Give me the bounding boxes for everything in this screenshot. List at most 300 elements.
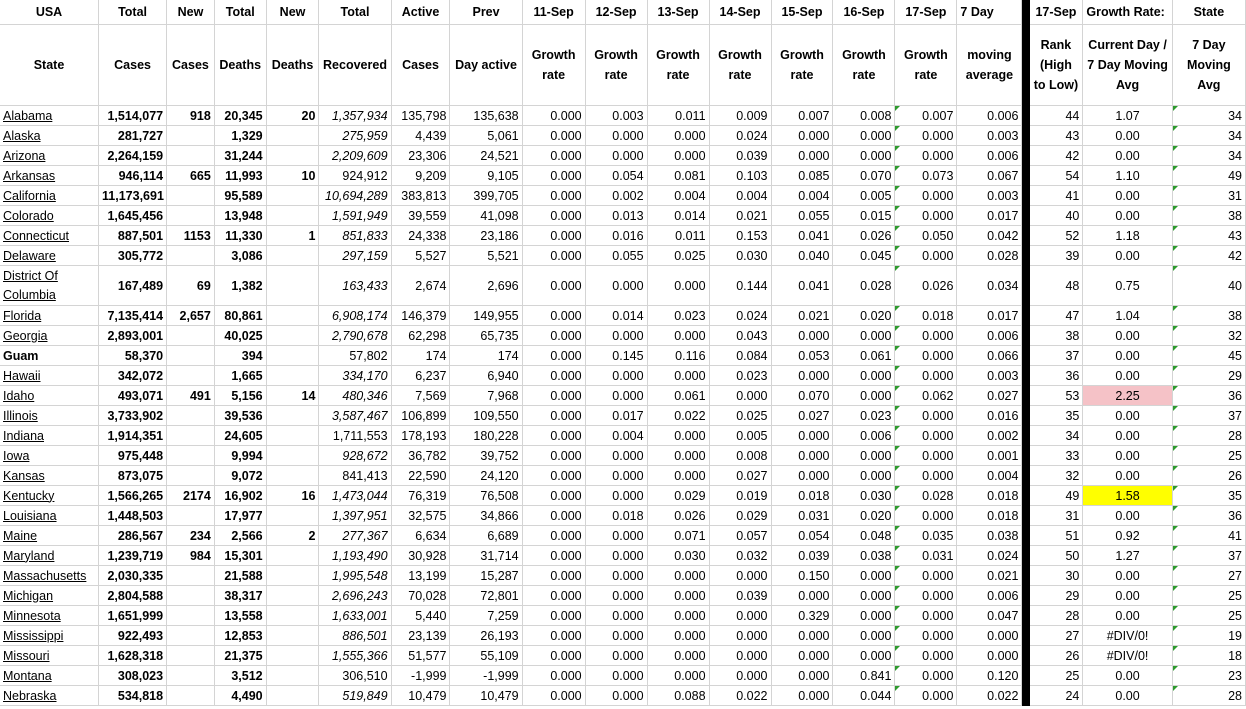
growth-rate-cell[interactable]: 0.011 <box>647 226 709 246</box>
growth-rate-cell[interactable]: 0.000 <box>522 426 585 446</box>
growth-rate-cell[interactable]: 0.026 <box>647 506 709 526</box>
growth-rate-cell[interactable]: 0.000 <box>647 266 709 306</box>
new-cases-cell[interactable] <box>167 326 215 346</box>
cases-cell[interactable]: 1,628,318 <box>99 646 167 666</box>
growth-rate-cell[interactable]: 0.000 <box>522 626 585 646</box>
growth-rate-cell[interactable]: 0.000 <box>522 266 585 306</box>
state-moving-avg-cell[interactable]: 35 <box>1172 486 1245 506</box>
growth-rate-cell[interactable]: 0.045 <box>833 246 895 266</box>
header-cell[interactable]: 17-Sep <box>1029 0 1083 25</box>
growth-rate-cell[interactable]: 0.054 <box>585 166 647 186</box>
cases-cell[interactable]: 873,075 <box>99 466 167 486</box>
growth-rate-cell[interactable]: 0.015 <box>833 206 895 226</box>
growth-rate-cell[interactable]: 0.000 <box>522 386 585 406</box>
ratio-cell[interactable]: 0.00 <box>1083 326 1172 346</box>
moving-average-cell[interactable]: 0.004 <box>957 466 1022 486</box>
growth-rate-cell[interactable]: 0.000 <box>895 426 957 446</box>
new-deaths-cell[interactable]: 20 <box>266 106 319 126</box>
growth-rate-cell[interactable]: 0.061 <box>647 386 709 406</box>
growth-rate-cell[interactable]: 0.050 <box>895 226 957 246</box>
growth-rate-cell[interactable]: 0.038 <box>833 546 895 566</box>
growth-rate-cell[interactable]: 0.018 <box>771 486 833 506</box>
new-cases-cell[interactable] <box>167 606 215 626</box>
growth-rate-cell[interactable]: 0.000 <box>522 226 585 246</box>
growth-rate-cell[interactable]: 0.000 <box>585 586 647 606</box>
growth-rate-cell[interactable]: 0.103 <box>709 166 771 186</box>
growth-rate-cell[interactable]: 0.000 <box>522 306 585 326</box>
growth-rate-cell[interactable]: 0.000 <box>895 606 957 626</box>
ratio-cell[interactable]: 1.58 <box>1083 486 1172 506</box>
new-deaths-cell[interactable] <box>266 306 319 326</box>
growth-rate-cell[interactable]: 0.000 <box>895 566 957 586</box>
new-cases-cell[interactable] <box>167 666 215 686</box>
growth-rate-cell[interactable]: 0.030 <box>709 246 771 266</box>
growth-rate-cell[interactable]: 0.048 <box>833 526 895 546</box>
moving-average-cell[interactable]: 0.034 <box>957 266 1022 306</box>
growth-rate-cell[interactable]: 0.053 <box>771 346 833 366</box>
moving-average-cell[interactable]: 0.016 <box>957 406 1022 426</box>
ratio-cell[interactable]: 0.00 <box>1083 566 1172 586</box>
new-deaths-cell[interactable] <box>266 686 319 706</box>
growth-rate-cell[interactable]: 0.000 <box>647 606 709 626</box>
growth-rate-cell[interactable]: 0.000 <box>647 466 709 486</box>
growth-rate-cell[interactable]: 0.000 <box>895 326 957 346</box>
moving-average-cell[interactable]: 0.018 <box>957 506 1022 526</box>
ratio-cell[interactable]: 0.00 <box>1083 606 1172 626</box>
header-cell[interactable]: Growth rate <box>771 25 833 106</box>
new-deaths-cell[interactable]: 16 <box>266 486 319 506</box>
state-cell[interactable]: Connecticut <box>0 226 99 246</box>
state-cell[interactable]: Arizona <box>0 146 99 166</box>
recovered-cell[interactable]: 924,912 <box>319 166 391 186</box>
growth-rate-cell[interactable]: 0.000 <box>585 566 647 586</box>
growth-rate-cell[interactable]: 0.000 <box>895 126 957 146</box>
deaths-cell[interactable]: 1,382 <box>214 266 266 306</box>
cases-cell[interactable]: 946,114 <box>99 166 167 186</box>
rank-cell[interactable]: 41 <box>1029 186 1083 206</box>
header-cell[interactable]: Rank (High to Low) <box>1029 25 1083 106</box>
growth-rate-cell[interactable]: 0.000 <box>647 586 709 606</box>
ratio-cell[interactable]: 0.00 <box>1083 686 1172 706</box>
moving-average-cell[interactable]: 0.003 <box>957 126 1022 146</box>
prev-day-active-cell[interactable]: 24,521 <box>450 146 522 166</box>
growth-rate-cell[interactable]: 0.000 <box>771 426 833 446</box>
state-moving-avg-cell[interactable]: 25 <box>1172 606 1245 626</box>
new-cases-cell[interactable]: 69 <box>167 266 215 306</box>
state-cell[interactable]: District Of Columbia <box>0 266 99 306</box>
growth-rate-cell[interactable]: 0.000 <box>647 626 709 646</box>
growth-rate-cell[interactable]: 0.021 <box>709 206 771 226</box>
header-cell[interactable]: Growth rate <box>833 25 895 106</box>
growth-rate-cell[interactable]: 0.000 <box>522 506 585 526</box>
cases-cell[interactable]: 286,567 <box>99 526 167 546</box>
growth-rate-cell[interactable]: 0.085 <box>771 166 833 186</box>
growth-rate-cell[interactable]: 0.000 <box>522 446 585 466</box>
state-moving-avg-cell[interactable]: 19 <box>1172 626 1245 646</box>
ratio-cell[interactable]: 0.92 <box>1083 526 1172 546</box>
growth-rate-cell[interactable]: 0.016 <box>585 226 647 246</box>
active-cell[interactable]: 23,139 <box>391 626 450 646</box>
state-cell[interactable]: Minnesota <box>0 606 99 626</box>
rank-cell[interactable]: 54 <box>1029 166 1083 186</box>
deaths-cell[interactable]: 13,948 <box>214 206 266 226</box>
state-moving-avg-cell[interactable]: 28 <box>1172 686 1245 706</box>
active-cell[interactable]: 30,928 <box>391 546 450 566</box>
growth-rate-cell[interactable]: 0.084 <box>709 346 771 366</box>
state-moving-avg-cell[interactable]: 34 <box>1172 106 1245 126</box>
new-cases-cell[interactable] <box>167 646 215 666</box>
growth-rate-cell[interactable]: 0.000 <box>709 646 771 666</box>
recovered-cell[interactable]: 928,672 <box>319 446 391 466</box>
new-deaths-cell[interactable] <box>266 186 319 206</box>
header-cell[interactable]: Cases <box>99 25 167 106</box>
active-cell[interactable]: 51,577 <box>391 646 450 666</box>
growth-rate-cell[interactable]: 0.000 <box>895 626 957 646</box>
state-cell[interactable]: Michigan <box>0 586 99 606</box>
ratio-cell[interactable]: 0.00 <box>1083 666 1172 686</box>
growth-rate-cell[interactable]: 0.000 <box>522 186 585 206</box>
state-moving-avg-cell[interactable]: 23 <box>1172 666 1245 686</box>
new-deaths-cell[interactable] <box>266 326 319 346</box>
growth-rate-cell[interactable]: 0.013 <box>585 206 647 226</box>
growth-rate-cell[interactable]: 0.000 <box>522 546 585 566</box>
state-cell[interactable]: Louisiana <box>0 506 99 526</box>
cases-cell[interactable]: 1,514,077 <box>99 106 167 126</box>
cases-cell[interactable]: 975,448 <box>99 446 167 466</box>
growth-rate-cell[interactable]: 0.000 <box>771 366 833 386</box>
active-cell[interactable]: 62,298 <box>391 326 450 346</box>
active-cell[interactable]: 2,674 <box>391 266 450 306</box>
growth-rate-cell[interactable]: 0.000 <box>585 146 647 166</box>
rank-cell[interactable]: 28 <box>1029 606 1083 626</box>
state-cell[interactable]: Georgia <box>0 326 99 346</box>
growth-rate-cell[interactable]: 0.023 <box>647 306 709 326</box>
growth-rate-cell[interactable]: 0.000 <box>585 686 647 706</box>
ratio-cell[interactable]: 0.00 <box>1083 206 1172 226</box>
active-cell[interactable]: 7,569 <box>391 386 450 406</box>
growth-rate-cell[interactable]: 0.000 <box>522 486 585 506</box>
growth-rate-cell[interactable]: 0.000 <box>833 326 895 346</box>
moving-average-cell[interactable]: 0.066 <box>957 346 1022 366</box>
growth-rate-cell[interactable]: 0.007 <box>895 106 957 126</box>
growth-rate-cell[interactable]: 0.029 <box>647 486 709 506</box>
state-cell[interactable]: Alaska <box>0 126 99 146</box>
active-cell[interactable]: 5,440 <box>391 606 450 626</box>
growth-rate-cell[interactable]: 0.039 <box>709 146 771 166</box>
deaths-cell[interactable]: 31,244 <box>214 146 266 166</box>
active-cell[interactable]: 23,306 <box>391 146 450 166</box>
growth-rate-cell[interactable]: 0.000 <box>522 686 585 706</box>
growth-rate-cell[interactable]: 0.000 <box>771 466 833 486</box>
growth-rate-cell[interactable]: 0.008 <box>833 106 895 126</box>
cases-cell[interactable]: 342,072 <box>99 366 167 386</box>
growth-rate-cell[interactable]: 0.000 <box>585 646 647 666</box>
new-deaths-cell[interactable] <box>266 346 319 366</box>
prev-day-active-cell[interactable]: 39,752 <box>450 446 522 466</box>
recovered-cell[interactable]: 3,587,467 <box>319 406 391 426</box>
state-moving-avg-cell[interactable]: 49 <box>1172 166 1245 186</box>
growth-rate-cell[interactable]: 0.000 <box>895 366 957 386</box>
moving-average-cell[interactable]: 0.003 <box>957 186 1022 206</box>
state-moving-avg-cell[interactable]: 37 <box>1172 406 1245 426</box>
new-cases-cell[interactable] <box>167 426 215 446</box>
prev-day-active-cell[interactable]: 9,105 <box>450 166 522 186</box>
new-deaths-cell[interactable] <box>266 546 319 566</box>
growth-rate-cell[interactable]: 0.071 <box>647 526 709 546</box>
growth-rate-cell[interactable]: 0.002 <box>585 186 647 206</box>
growth-rate-cell[interactable]: 0.000 <box>647 126 709 146</box>
cases-cell[interactable]: 167,489 <box>99 266 167 306</box>
new-deaths-cell[interactable] <box>266 626 319 646</box>
moving-average-cell[interactable]: 0.002 <box>957 426 1022 446</box>
header-cell[interactable]: Cases <box>391 25 450 106</box>
growth-rate-cell[interactable]: 0.000 <box>895 186 957 206</box>
new-cases-cell[interactable] <box>167 346 215 366</box>
state-cell[interactable]: California <box>0 186 99 206</box>
ratio-cell[interactable]: 0.00 <box>1083 186 1172 206</box>
rank-cell[interactable]: 38 <box>1029 326 1083 346</box>
growth-rate-cell[interactable]: 0.000 <box>833 626 895 646</box>
state-moving-avg-cell[interactable]: 40 <box>1172 266 1245 306</box>
rank-cell[interactable]: 48 <box>1029 266 1083 306</box>
growth-rate-cell[interactable]: 0.027 <box>709 466 771 486</box>
new-cases-cell[interactable]: 1153 <box>167 226 215 246</box>
ratio-cell[interactable]: 1.18 <box>1083 226 1172 246</box>
deaths-cell[interactable]: 40,025 <box>214 326 266 346</box>
recovered-cell[interactable]: 1,633,001 <box>319 606 391 626</box>
ratio-cell[interactable]: 0.00 <box>1083 346 1172 366</box>
recovered-cell[interactable]: 2,790,678 <box>319 326 391 346</box>
recovered-cell[interactable]: 163,433 <box>319 266 391 306</box>
active-cell[interactable]: 106,899 <box>391 406 450 426</box>
header-cell[interactable]: 12-Sep <box>585 0 647 25</box>
state-moving-avg-cell[interactable]: 25 <box>1172 586 1245 606</box>
rank-cell[interactable]: 33 <box>1029 446 1083 466</box>
header-cell[interactable]: Day active <box>450 25 522 106</box>
cases-cell[interactable]: 11,173,691 <box>99 186 167 206</box>
growth-rate-cell[interactable]: 0.000 <box>709 566 771 586</box>
ratio-cell[interactable]: 0.00 <box>1083 126 1172 146</box>
header-cell[interactable]: 13-Sep <box>647 0 709 25</box>
prev-day-active-cell[interactable]: 174 <box>450 346 522 366</box>
state-cell[interactable]: Idaho <box>0 386 99 406</box>
deaths-cell[interactable]: 394 <box>214 346 266 366</box>
growth-rate-cell[interactable]: 0.061 <box>833 346 895 366</box>
new-deaths-cell[interactable] <box>266 206 319 226</box>
moving-average-cell[interactable]: 0.021 <box>957 566 1022 586</box>
header-cell[interactable]: 7 Day Moving Avg <box>1172 25 1245 106</box>
new-deaths-cell[interactable]: 1 <box>266 226 319 246</box>
growth-rate-cell[interactable]: 0.027 <box>771 406 833 426</box>
deaths-cell[interactable]: 1,665 <box>214 366 266 386</box>
moving-average-cell[interactable]: 0.003 <box>957 366 1022 386</box>
state-cell[interactable]: Delaware <box>0 246 99 266</box>
growth-rate-cell[interactable]: 0.000 <box>833 646 895 666</box>
rank-cell[interactable]: 30 <box>1029 566 1083 586</box>
growth-rate-cell[interactable]: 0.003 <box>585 106 647 126</box>
new-cases-cell[interactable] <box>167 566 215 586</box>
state-cell[interactable]: Nebraska <box>0 686 99 706</box>
growth-rate-cell[interactable]: 0.000 <box>771 666 833 686</box>
new-cases-cell[interactable]: 491 <box>167 386 215 406</box>
growth-rate-cell[interactable]: 0.000 <box>771 646 833 666</box>
growth-rate-cell[interactable]: 0.021 <box>771 306 833 326</box>
growth-rate-cell[interactable]: 0.000 <box>585 606 647 626</box>
prev-day-active-cell[interactable]: 180,228 <box>450 426 522 446</box>
header-cell[interactable]: 14-Sep <box>709 0 771 25</box>
prev-day-active-cell[interactable]: 76,508 <box>450 486 522 506</box>
growth-rate-cell[interactable]: 0.000 <box>647 646 709 666</box>
ratio-cell[interactable]: 0.00 <box>1083 466 1172 486</box>
growth-rate-cell[interactable]: 0.000 <box>895 466 957 486</box>
new-deaths-cell[interactable] <box>266 446 319 466</box>
cases-cell[interactable]: 1,645,456 <box>99 206 167 226</box>
growth-rate-cell[interactable]: 0.004 <box>647 186 709 206</box>
deaths-cell[interactable]: 38,317 <box>214 586 266 606</box>
moving-average-cell[interactable]: 0.000 <box>957 646 1022 666</box>
rank-cell[interactable]: 44 <box>1029 106 1083 126</box>
growth-rate-cell[interactable]: 0.025 <box>709 406 771 426</box>
growth-rate-cell[interactable]: 0.000 <box>771 626 833 646</box>
growth-rate-cell[interactable]: 0.000 <box>833 586 895 606</box>
prev-day-active-cell[interactable]: 2,696 <box>450 266 522 306</box>
new-cases-cell[interactable] <box>167 146 215 166</box>
growth-rate-cell[interactable]: 0.000 <box>771 126 833 146</box>
moving-average-cell[interactable]: 0.006 <box>957 586 1022 606</box>
header-cell[interactable]: State <box>1172 0 1245 25</box>
active-cell[interactable]: 32,575 <box>391 506 450 526</box>
recovered-cell[interactable]: 306,510 <box>319 666 391 686</box>
state-moving-avg-cell[interactable]: 45 <box>1172 346 1245 366</box>
header-cell[interactable]: Total <box>214 0 266 25</box>
deaths-cell[interactable]: 20,345 <box>214 106 266 126</box>
ratio-cell[interactable]: 0.00 <box>1083 366 1172 386</box>
new-cases-cell[interactable] <box>167 626 215 646</box>
growth-rate-cell[interactable]: 0.022 <box>647 406 709 426</box>
state-cell[interactable]: Arkansas <box>0 166 99 186</box>
growth-rate-cell[interactable]: 0.018 <box>895 306 957 326</box>
state-cell[interactable]: Massachusetts <box>0 566 99 586</box>
ratio-cell[interactable]: 1.10 <box>1083 166 1172 186</box>
header-cell[interactable]: Growth Rate: <box>1083 0 1172 25</box>
recovered-cell[interactable]: 2,209,609 <box>319 146 391 166</box>
growth-rate-cell[interactable]: 0.073 <box>895 166 957 186</box>
cases-cell[interactable]: 2,264,159 <box>99 146 167 166</box>
growth-rate-cell[interactable]: 0.000 <box>833 366 895 386</box>
state-moving-avg-cell[interactable]: 36 <box>1172 386 1245 406</box>
recovered-cell[interactable]: 2,696,243 <box>319 586 391 606</box>
rank-cell[interactable]: 42 <box>1029 146 1083 166</box>
active-cell[interactable]: 24,338 <box>391 226 450 246</box>
prev-day-active-cell[interactable]: 41,098 <box>450 206 522 226</box>
recovered-cell[interactable]: 1,995,548 <box>319 566 391 586</box>
deaths-cell[interactable]: 95,589 <box>214 186 266 206</box>
deaths-cell[interactable]: 16,902 <box>214 486 266 506</box>
new-cases-cell[interactable] <box>167 466 215 486</box>
active-cell[interactable]: 39,559 <box>391 206 450 226</box>
growth-rate-cell[interactable]: 0.023 <box>709 366 771 386</box>
growth-rate-cell[interactable]: 0.841 <box>833 666 895 686</box>
prev-day-active-cell[interactable]: 31,714 <box>450 546 522 566</box>
active-cell[interactable]: 76,319 <box>391 486 450 506</box>
growth-rate-cell[interactable]: 0.000 <box>833 146 895 166</box>
moving-average-cell[interactable]: 0.017 <box>957 206 1022 226</box>
ratio-cell[interactable]: 0.00 <box>1083 446 1172 466</box>
growth-rate-cell[interactable]: 0.144 <box>709 266 771 306</box>
growth-rate-cell[interactable]: 0.000 <box>647 146 709 166</box>
active-cell[interactable]: 13,199 <box>391 566 450 586</box>
moving-average-cell[interactable]: 0.120 <box>957 666 1022 686</box>
growth-rate-cell[interactable]: 0.014 <box>647 206 709 226</box>
growth-rate-cell[interactable]: 0.000 <box>522 106 585 126</box>
header-cell[interactable]: Growth rate <box>709 25 771 106</box>
active-cell[interactable]: 70,028 <box>391 586 450 606</box>
state-cell[interactable]: Kansas <box>0 466 99 486</box>
active-cell[interactable]: 178,193 <box>391 426 450 446</box>
recovered-cell[interactable]: 277,367 <box>319 526 391 546</box>
active-cell[interactable]: 36,782 <box>391 446 450 466</box>
deaths-cell[interactable]: 21,588 <box>214 566 266 586</box>
new-deaths-cell[interactable] <box>266 666 319 686</box>
ratio-cell[interactable]: 0.00 <box>1083 426 1172 446</box>
prev-day-active-cell[interactable]: 23,186 <box>450 226 522 246</box>
rank-cell[interactable]: 35 <box>1029 406 1083 426</box>
deaths-cell[interactable]: 11,993 <box>214 166 266 186</box>
cases-cell[interactable]: 3,733,902 <box>99 406 167 426</box>
growth-rate-cell[interactable]: 0.023 <box>833 406 895 426</box>
new-deaths-cell[interactable] <box>266 566 319 586</box>
new-cases-cell[interactable]: 2,657 <box>167 306 215 326</box>
cases-cell[interactable]: 1,448,503 <box>99 506 167 526</box>
new-cases-cell[interactable]: 234 <box>167 526 215 546</box>
state-moving-avg-cell[interactable]: 36 <box>1172 506 1245 526</box>
state-cell[interactable]: Mississippi <box>0 626 99 646</box>
state-cell[interactable]: Colorado <box>0 206 99 226</box>
prev-day-active-cell[interactable]: 7,968 <box>450 386 522 406</box>
prev-day-active-cell[interactable]: 5,521 <box>450 246 522 266</box>
rank-cell[interactable]: 43 <box>1029 126 1083 146</box>
growth-rate-cell[interactable]: 0.000 <box>522 126 585 146</box>
prev-day-active-cell[interactable]: 6,689 <box>450 526 522 546</box>
new-cases-cell[interactable] <box>167 586 215 606</box>
growth-rate-cell[interactable]: 0.055 <box>771 206 833 226</box>
growth-rate-cell[interactable]: 0.054 <box>771 526 833 546</box>
growth-rate-cell[interactable]: 0.000 <box>585 626 647 646</box>
header-cell[interactable]: Current Day / 7 Day Moving Avg <box>1083 25 1172 106</box>
growth-rate-cell[interactable]: 0.000 <box>647 366 709 386</box>
growth-rate-cell[interactable]: 0.000 <box>585 446 647 466</box>
new-cases-cell[interactable] <box>167 446 215 466</box>
growth-rate-cell[interactable]: 0.044 <box>833 686 895 706</box>
new-deaths-cell[interactable] <box>266 606 319 626</box>
state-moving-avg-cell[interactable]: 29 <box>1172 366 1245 386</box>
header-cell[interactable]: Deaths <box>214 25 266 106</box>
rank-cell[interactable]: 50 <box>1029 546 1083 566</box>
moving-average-cell[interactable]: 0.028 <box>957 246 1022 266</box>
growth-rate-cell[interactable]: 0.041 <box>771 226 833 246</box>
rank-cell[interactable]: 51 <box>1029 526 1083 546</box>
growth-rate-cell[interactable]: 0.000 <box>895 206 957 226</box>
growth-rate-cell[interactable]: 0.019 <box>709 486 771 506</box>
state-cell[interactable]: Maine <box>0 526 99 546</box>
state-cell[interactable]: Illinois <box>0 406 99 426</box>
ratio-cell[interactable]: 1.27 <box>1083 546 1172 566</box>
growth-rate-cell[interactable]: 0.000 <box>522 206 585 226</box>
prev-day-active-cell[interactable]: 149,955 <box>450 306 522 326</box>
growth-rate-cell[interactable]: 0.030 <box>833 486 895 506</box>
new-deaths-cell[interactable]: 2 <box>266 526 319 546</box>
growth-rate-cell[interactable]: 0.000 <box>833 566 895 586</box>
